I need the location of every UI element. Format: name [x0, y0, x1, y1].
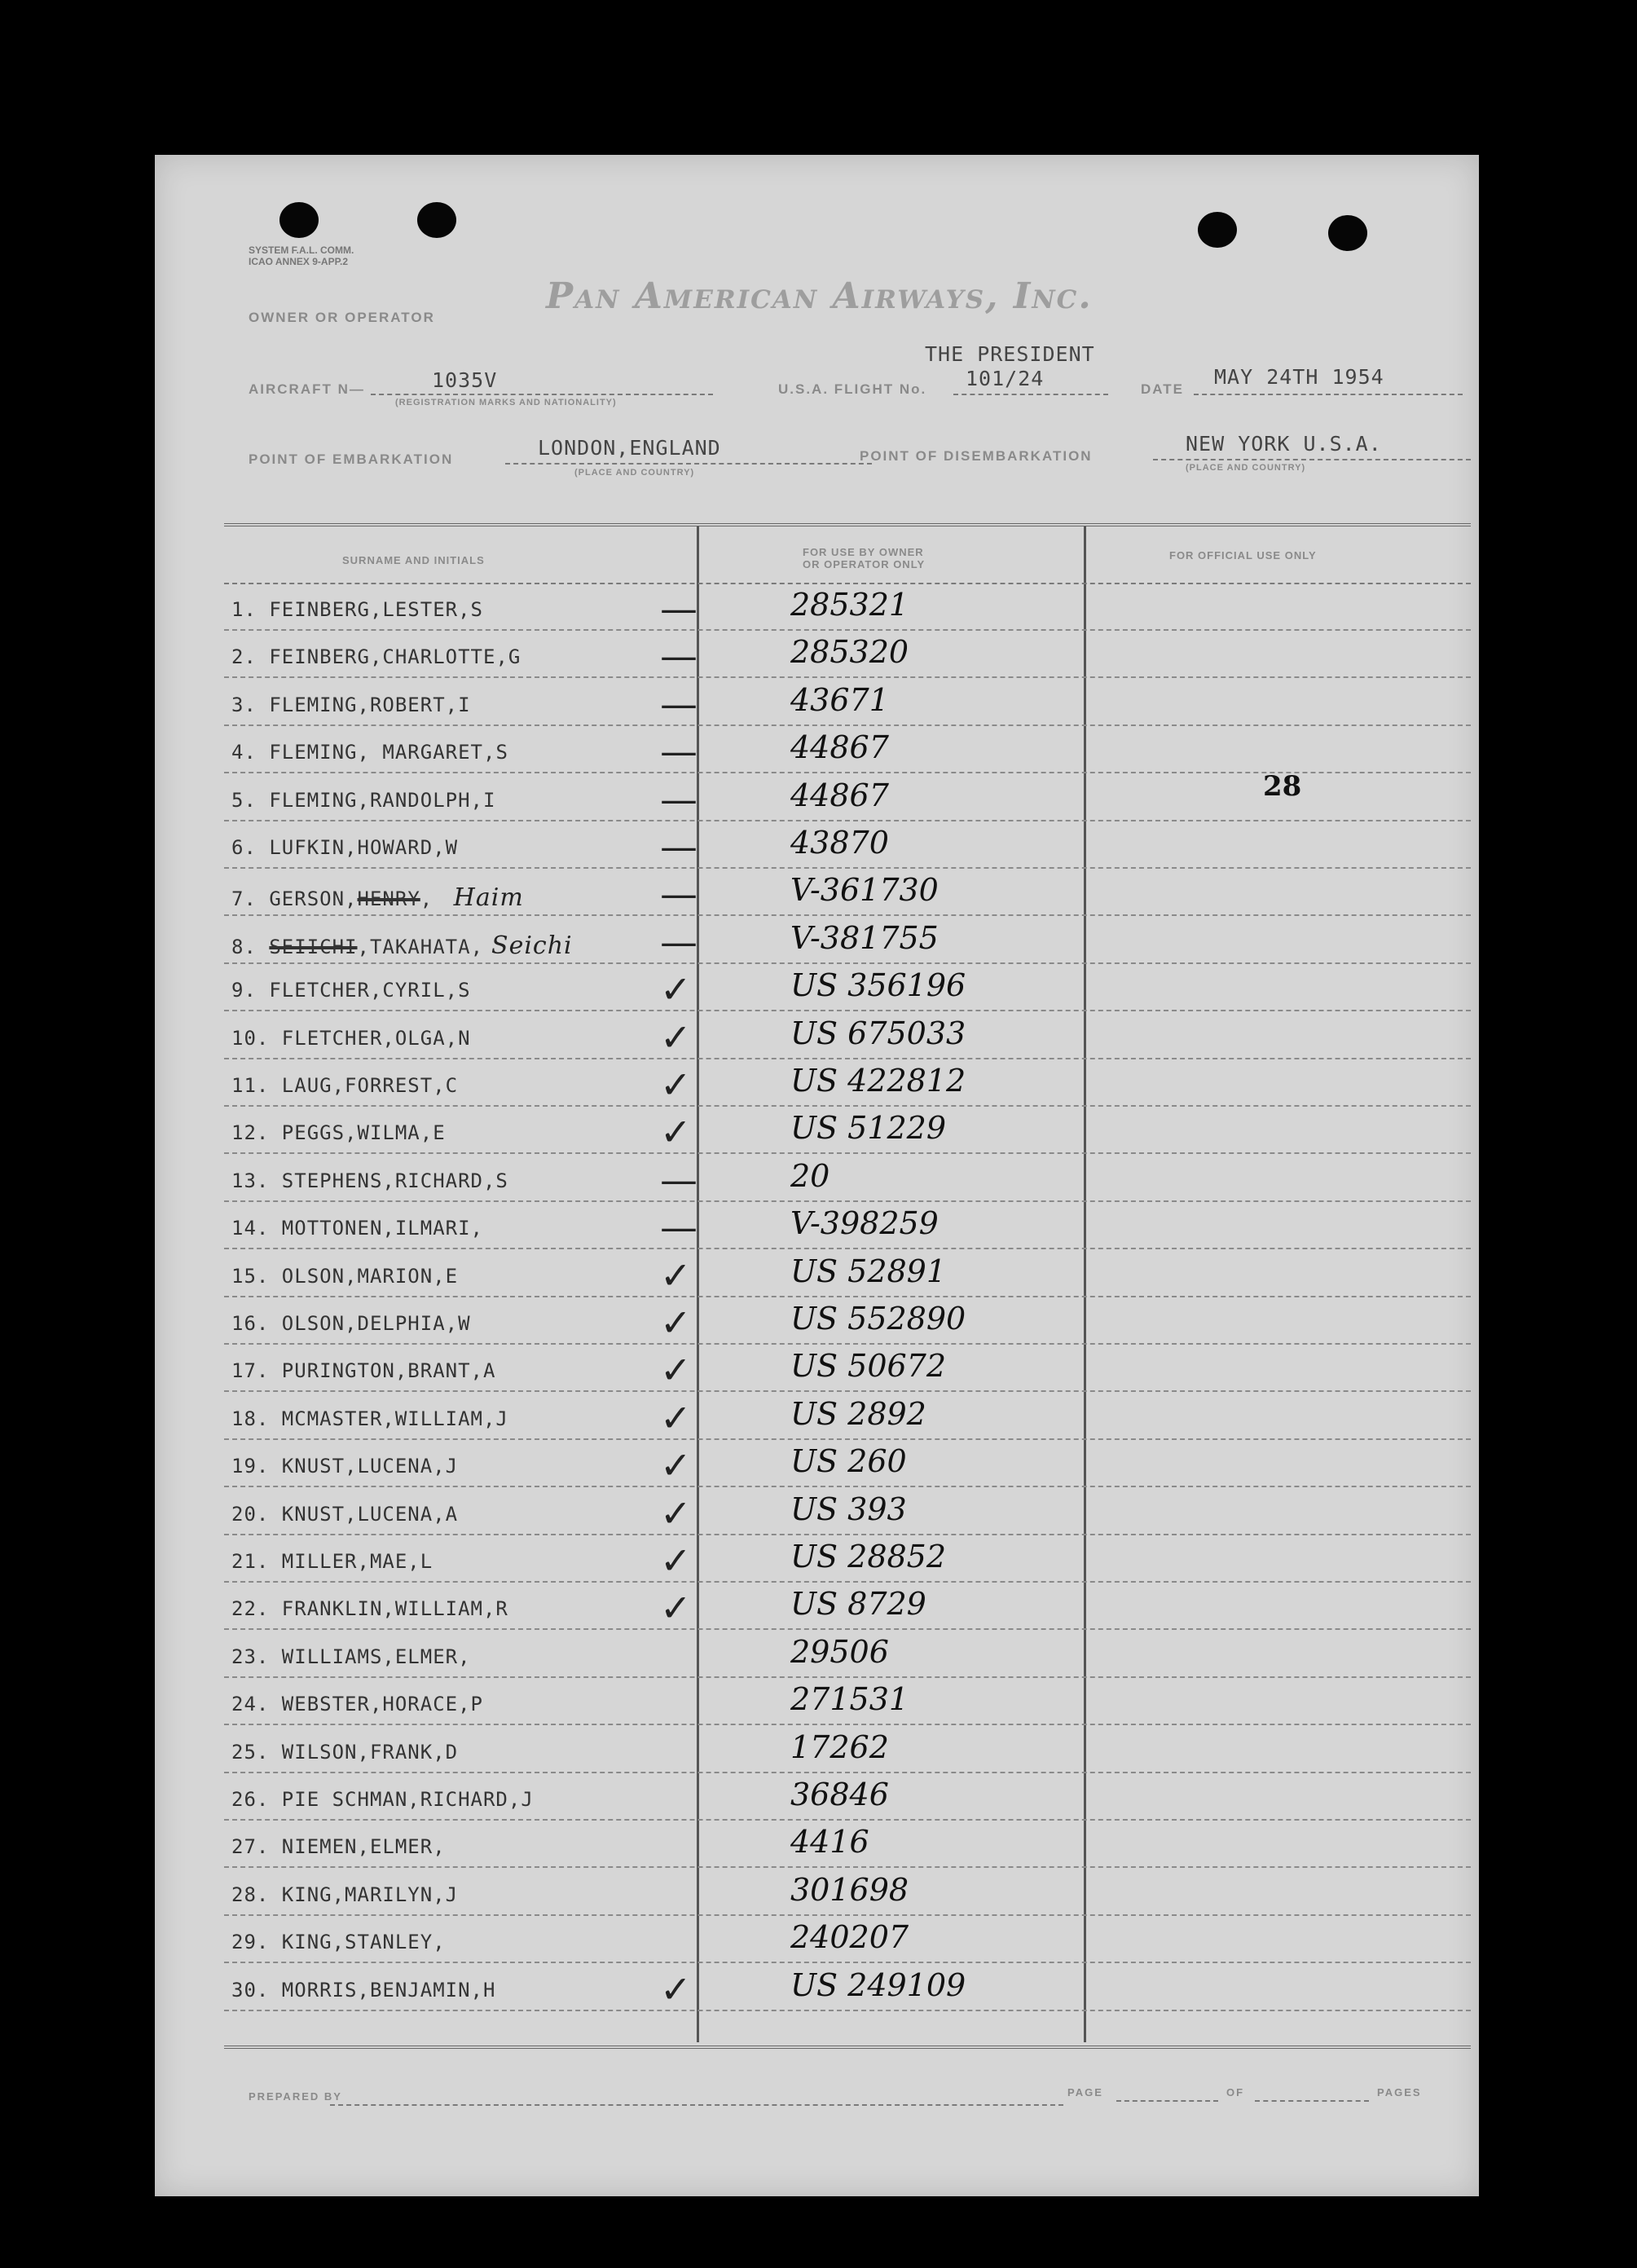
document-number: V-398259	[790, 1205, 939, 1242]
document-number: 4416	[790, 1824, 869, 1861]
passenger-name	[231, 1788, 534, 1811]
punch-hole	[1328, 215, 1367, 251]
row-number: 16.	[231, 1312, 282, 1335]
table-row	[155, 1063, 1479, 1109]
row-rule	[224, 820, 1471, 821]
check-mark: —	[660, 1157, 697, 1202]
document-number: 20	[790, 1157, 830, 1194]
check-mark: —	[660, 634, 697, 679]
row-number: 5.	[231, 788, 270, 812]
surname-initials: FLEMING, MARGARET,S	[269, 741, 508, 764]
surname-initials: TAKAHATA,	[369, 935, 484, 958]
handwritten-correction: Haim	[453, 883, 524, 913]
check-mark: ✓	[660, 1966, 692, 2011]
check-mark: —	[660, 681, 697, 726]
document-number: US 422812	[790, 1063, 966, 1099]
document-number: 44867	[790, 729, 889, 766]
date-label: DATE	[1141, 381, 1185, 397]
row-number: 3.	[231, 693, 270, 716]
date-value: MAY 24TH 1954	[1214, 365, 1384, 389]
document-number: 43870	[790, 825, 889, 861]
passenger-name	[231, 1217, 483, 1240]
row-rule	[224, 1486, 1471, 1487]
check-mark: ✓	[660, 1063, 692, 1107]
row-rule	[224, 629, 1471, 631]
owner-label: OWNER OR OPERATOR	[249, 310, 435, 325]
system-line-2: ICAO ANNEX 9-APP.2	[249, 256, 349, 267]
row-rule	[224, 1866, 1471, 1868]
table-row	[155, 1539, 1479, 1585]
surname-initials: NIEMEN,ELMER,	[281, 1835, 446, 1859]
document-number: 44867	[790, 777, 889, 813]
disembark-value: NEW YORK U.S.A.	[1186, 432, 1382, 456]
prepared-label: PREPARED BY	[249, 2090, 342, 2103]
surname-initials: KNUST,LUCENA,J	[281, 1455, 459, 1478]
table-row	[155, 1681, 1479, 1728]
surname-initials: MILLER,MAE,L	[281, 1550, 433, 1573]
document-number: 285320	[790, 634, 909, 671]
col-names-header: SURNAME AND INITIALS	[342, 554, 485, 566]
row-number: 27.	[231, 1835, 282, 1859]
row-number: 24.	[231, 1693, 282, 1716]
table-row	[155, 1015, 1479, 1062]
surname-initials: WILLIAMS,ELMER,	[281, 1645, 471, 1668]
table-row	[155, 1443, 1479, 1490]
passenger-name	[231, 789, 495, 812]
surname-initials: PEGGS,WILMA,E	[281, 1121, 446, 1145]
col-official-header: FOR OFFICIAL USE ONLY	[1169, 549, 1317, 561]
table-row	[155, 1205, 1479, 1252]
struck-text: HENRY	[357, 887, 420, 911]
surname-initials: OLSON,MARION,E	[281, 1264, 459, 1288]
punch-hole	[417, 202, 456, 238]
manifest-sheet	[155, 155, 1479, 2196]
table-row	[155, 1348, 1479, 1394]
row-rule	[224, 1343, 1471, 1345]
struck-text: SEIICHI	[269, 935, 358, 958]
row-rule	[224, 1390, 1471, 1392]
row-number: 12.	[231, 1121, 282, 1145]
row-rule	[224, 724, 1471, 726]
document-number: US 51229	[790, 1110, 947, 1147]
check-mark: —	[660, 872, 697, 917]
col-owner-header-1: FOR USE BY OWNER	[803, 546, 924, 558]
row-rule	[224, 1819, 1471, 1821]
check-mark: ✓	[660, 1110, 692, 1155]
flight-value: 101/24	[966, 367, 1045, 390]
document-number: US 356196	[790, 967, 966, 1004]
flight-label: U.S.A. FLIGHT No.	[778, 381, 927, 397]
surname-initials: MORRIS,BENJAMIN,H	[281, 1978, 496, 2002]
passenger-name	[231, 694, 471, 716]
row-number: 15.	[231, 1264, 282, 1288]
row-number: 9.	[231, 979, 270, 1002]
passenger-name	[231, 979, 471, 1002]
passenger-name	[231, 1265, 458, 1288]
document-number: US 52891	[790, 1253, 947, 1289]
document-number: US 260	[790, 1443, 907, 1480]
row-rule	[224, 676, 1471, 678]
page-stamp: 28	[1263, 770, 1302, 803]
row-rule	[224, 1248, 1471, 1249]
document-number: US 675033	[790, 1015, 966, 1051]
document-number: 285321	[790, 587, 909, 623]
flight-underline	[953, 394, 1108, 395]
row-number: 17.	[231, 1359, 282, 1383]
table-row	[155, 967, 1479, 1014]
check-mark: ✓	[660, 1301, 692, 1345]
surname-initials: FLEMING,RANDOLPH,I	[269, 788, 496, 812]
row-number: 8.	[231, 935, 270, 958]
check-mark: ✓	[660, 1348, 692, 1393]
row-rule	[224, 1676, 1471, 1678]
surname-initials: KING,STANLEY,	[281, 1931, 446, 1954]
table-top-rule	[224, 523, 1471, 526]
row-number: 6.	[231, 836, 270, 859]
row-number: 29.	[231, 1931, 282, 1954]
passenger-name	[231, 1074, 458, 1097]
surname-initials: GERSON,	[269, 887, 358, 911]
row-rule	[224, 1296, 1471, 1297]
row-number: 11.	[231, 1074, 282, 1097]
table-row	[155, 825, 1479, 871]
passenger-name	[231, 1550, 433, 1573]
document-number: US 249109	[790, 1966, 966, 2003]
check-mark: —	[660, 729, 697, 774]
table-row	[155, 1729, 1479, 1776]
passenger-name	[231, 1169, 508, 1192]
row-rule	[224, 1914, 1471, 1916]
table-row	[155, 1872, 1479, 1918]
table-row	[155, 777, 1479, 824]
row-rule	[224, 1772, 1471, 1773]
passenger-name	[231, 1121, 446, 1144]
row-number: 23.	[231, 1645, 282, 1668]
surname-initials: KNUST,LUCENA,A	[281, 1502, 459, 1526]
table-row	[155, 729, 1479, 776]
row-rule	[224, 867, 1471, 869]
passenger-name	[231, 1597, 508, 1620]
table-row	[155, 1253, 1479, 1300]
row-number: 2.	[231, 645, 270, 669]
row-rule	[224, 1152, 1471, 1154]
surname-initials: FRANKLIN,WILLIAM,R	[281, 1597, 508, 1621]
table-row	[155, 634, 1479, 680]
passenger-name	[231, 1693, 483, 1715]
row-number: 28.	[231, 1883, 282, 1906]
table-bottom-rule	[224, 2046, 1471, 2049]
row-number: 26.	[231, 1788, 282, 1811]
document-number: 29506	[790, 1633, 889, 1670]
row-rule	[224, 1962, 1471, 1963]
punch-hole	[1198, 212, 1237, 248]
surname-initials: FLETCHER,OLGA,N	[281, 1026, 471, 1050]
document-number: US 8729	[790, 1586, 926, 1623]
check-mark: —	[660, 777, 697, 821]
document-number: 36846	[790, 1777, 889, 1812]
surname-initials: WEBSTER,HORACE,P	[281, 1693, 483, 1716]
row-rule	[224, 914, 1471, 916]
prepared-underline	[330, 2104, 1063, 2106]
surname-initials: FLEMING,ROBERT,I	[269, 693, 471, 716]
aircraft-sublabel: (REGISTRATION MARKS AND NATIONALITY)	[395, 398, 617, 407]
check-mark: ✓	[660, 1491, 692, 1535]
check-mark: —	[660, 825, 697, 869]
surname-initials: FEINBERG,CHARLOTTE,G	[269, 645, 521, 669]
passenger-name	[231, 741, 508, 764]
embark-sublabel: (PLACE AND COUNTRY)	[574, 468, 695, 478]
row-rule	[224, 1438, 1471, 1440]
document-number: 271531	[790, 1681, 909, 1718]
row-rule	[224, 1534, 1471, 1535]
disembark-sublabel: (PLACE AND COUNTRY)	[1186, 463, 1306, 473]
surname-initials: PIE SCHMAN,RICHARD,J	[281, 1788, 534, 1811]
row-number: 18.	[231, 1407, 282, 1430]
passenger-name: 7. GERSON,HENRY, Haim	[231, 883, 524, 913]
surname-initials: MCMASTER,WILLIAM,J	[281, 1407, 508, 1430]
check-mark: ✓	[660, 1395, 692, 1440]
flight-name: THE PRESIDENT	[925, 342, 1095, 366]
passenger-name	[231, 836, 458, 859]
passenger-name	[231, 1979, 495, 2002]
surname-initials: LAUG,FORREST,C	[281, 1074, 459, 1097]
system-line-1: SYSTEM F.A.L. COMM.	[249, 244, 354, 256]
passenger-name	[231, 645, 521, 668]
document-number: V-381755	[790, 919, 939, 956]
table-row	[155, 872, 1479, 918]
surname-initials: STEPHENS,RICHARD,S	[281, 1169, 508, 1192]
row-rule	[224, 1628, 1471, 1630]
passenger-name	[231, 1407, 508, 1430]
passenger-name	[231, 1312, 471, 1335]
row-rule	[224, 1105, 1471, 1107]
header-rule	[224, 583, 1471, 584]
document-number: V-361730	[790, 872, 939, 909]
check-mark: —	[660, 587, 697, 631]
table-row	[155, 1491, 1479, 1538]
passenger-name	[231, 1931, 446, 1953]
row-rule	[224, 1010, 1471, 1011]
check-mark: ✓	[660, 1586, 692, 1631]
row-number: 22.	[231, 1597, 282, 1621]
check-mark: ✓	[660, 1253, 692, 1297]
row-number: 19.	[231, 1455, 282, 1478]
of-label: OF	[1226, 2086, 1245, 2098]
row-rule	[224, 962, 1471, 964]
check-mark: —	[660, 919, 697, 964]
passenger-name	[231, 1359, 495, 1382]
passenger-name	[231, 1835, 446, 1858]
passenger-name	[231, 598, 483, 621]
table-row	[155, 1634, 1479, 1680]
table-row	[155, 1967, 1479, 2014]
handwritten-correction: Seichi	[491, 931, 573, 960]
row-number: 25.	[231, 1740, 282, 1764]
surname-initials: FLETCHER,CYRIL,S	[269, 979, 471, 1002]
document-number: 240207	[790, 1919, 909, 1956]
check-mark: ✓	[660, 1539, 692, 1583]
of-underline	[1255, 2100, 1369, 2102]
table-row	[155, 1777, 1479, 1823]
disembark-label: POINT OF DISEMBARKATION	[860, 448, 1093, 464]
embark-value: LONDON,ENGLAND	[538, 436, 721, 460]
row-number: 4.	[231, 741, 270, 764]
surname-initials: LUFKIN,HOWARD,W	[269, 836, 459, 859]
document-number: US 552890	[790, 1301, 966, 1337]
pages-label: PAGES	[1377, 2086, 1422, 2098]
check-mark: ✓	[660, 967, 692, 1012]
table-row	[155, 1919, 1479, 1966]
row-rule	[224, 1200, 1471, 1202]
row-number: 10.	[231, 1026, 282, 1050]
row-number: 7.	[231, 887, 270, 911]
table-row	[155, 682, 1479, 729]
row-number: 21.	[231, 1550, 282, 1573]
surname-initials: KING,MARILYN,J	[281, 1883, 459, 1906]
date-underline	[1194, 394, 1463, 395]
passenger-name	[231, 1741, 458, 1764]
table-row	[155, 1110, 1479, 1156]
passenger-name	[231, 1027, 471, 1050]
aircraft-value: 1035V	[432, 368, 498, 392]
surname-initials: PURINGTON,BRANT,A	[281, 1359, 496, 1383]
row-rule	[224, 1724, 1471, 1725]
page-underline	[1116, 2100, 1218, 2102]
row-number: 30.	[231, 1978, 282, 2002]
company-name: Pan American Airways, Inc.	[546, 275, 1093, 317]
row-rule	[224, 2010, 1471, 2011]
table-row	[155, 1396, 1479, 1442]
surname-initials: FEINBERG,LESTER,S	[269, 598, 483, 621]
col-owner-header-2: OR OPERATOR ONLY	[803, 558, 926, 570]
table-row	[155, 1586, 1479, 1632]
check-mark: ✓	[660, 1443, 692, 1488]
document-number: US 2892	[790, 1395, 926, 1432]
document-number: 43671	[790, 681, 889, 718]
passenger-name	[231, 1455, 458, 1478]
row-number: 13.	[231, 1169, 282, 1192]
table-row	[155, 1824, 1479, 1870]
passenger-name	[231, 1883, 458, 1906]
passenger-name: 8. SEIICHI,TAKAHATA, Seichi	[231, 931, 573, 960]
row-rule	[224, 1581, 1471, 1583]
document-number: US 393	[790, 1491, 907, 1527]
row-rule	[224, 772, 1471, 773]
table-row	[155, 587, 1479, 633]
row-number: 20.	[231, 1502, 282, 1526]
page-label: PAGE	[1067, 2086, 1103, 2098]
table-row	[155, 920, 1479, 967]
embark-underline	[505, 463, 872, 465]
disembark-underline	[1153, 459, 1471, 460]
check-mark: ✓	[660, 1015, 692, 1059]
document-number: 17262	[790, 1729, 889, 1765]
embark-label: POINT OF EMBARKATION	[249, 451, 454, 467]
passenger-name	[231, 1645, 471, 1668]
table-row	[155, 1158, 1479, 1204]
check-mark: —	[660, 1205, 697, 1250]
row-number: 14.	[231, 1217, 282, 1240]
punch-hole	[279, 202, 319, 238]
row-rule	[224, 1058, 1471, 1059]
table-row	[155, 1301, 1479, 1347]
aircraft-label: AIRCRAFT N—	[249, 381, 365, 397]
surname-initials: WILSON,FRANK,D	[281, 1740, 459, 1764]
surname-initials: OLSON,DELPHIA,W	[281, 1312, 471, 1335]
document-number: 301698	[790, 1871, 909, 1908]
document-number: US 28852	[790, 1539, 947, 1574]
surname-initials: MOTTONEN,ILMARI,	[281, 1217, 483, 1240]
row-number: 1.	[231, 598, 270, 621]
passenger-name	[231, 1503, 458, 1526]
document-number: US 50672	[790, 1348, 947, 1385]
aircraft-underline	[371, 394, 713, 395]
